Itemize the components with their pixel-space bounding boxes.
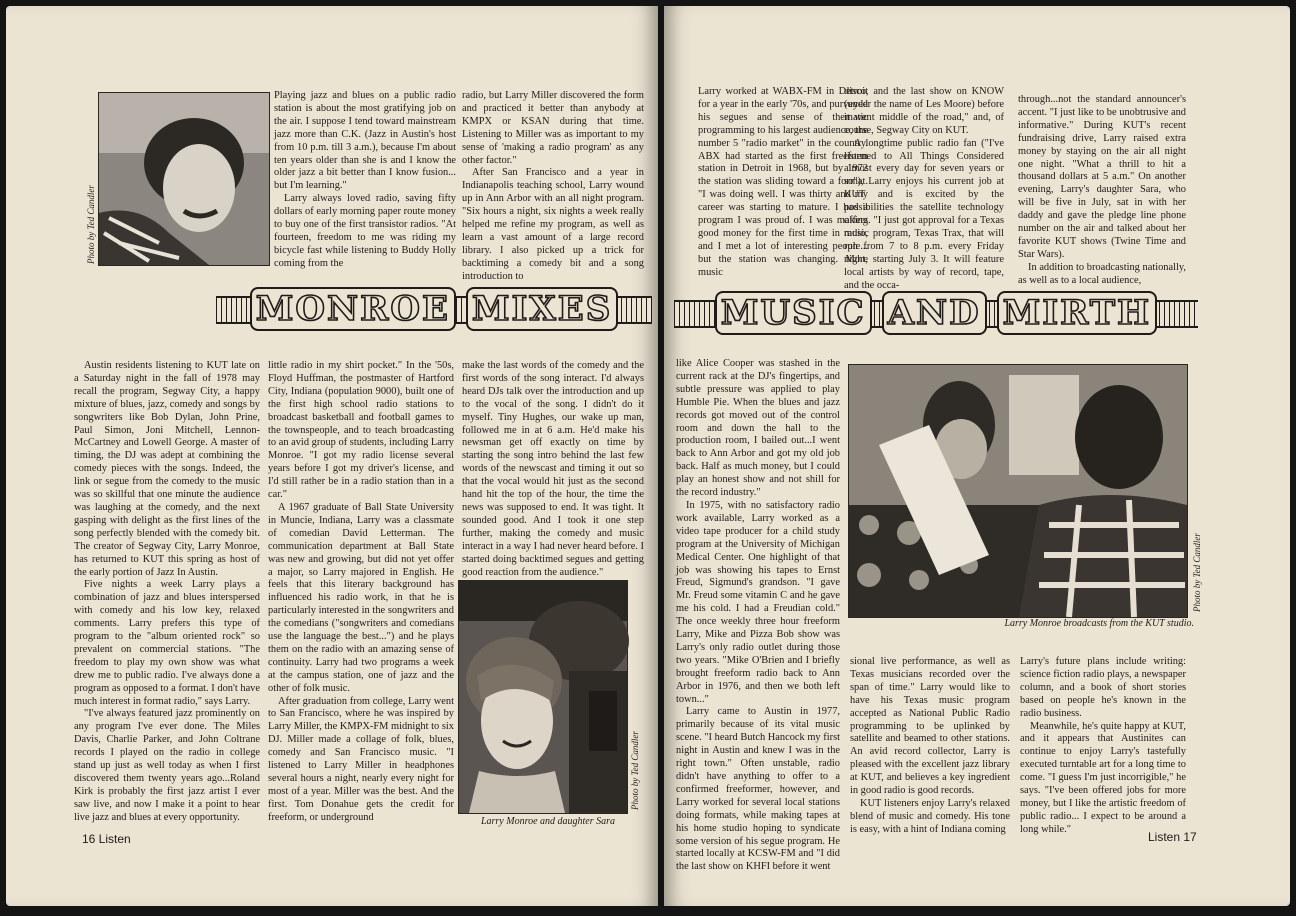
photo-larry-and-sara [458,580,628,814]
photo-larry-portrait [98,92,270,266]
photo2-caption: Larry Monroe and daughter Sara [480,816,616,827]
text-paragraph: KUT listeners enjoy Larry's relaxed blend of music and comedy. His tone is easy, with a hint of Indiana coming [850,797,1010,835]
left-top-column-2 [462,90,644,282]
text-paragraph: Larry came to Austin in 1977, primarily because of its vital music scene. "I heard Butch Hancock my first night in Austin and knew I was in the right town." Often unstable, radio didn't have anything to offer to a confirmed freeformer, however, and Larry worked for several local stations doing formats, while making tapes at his home studio hoping to syndicate some version of his segue program. He started locally at KCSW-FM and "I did the last show on KHFI before it went [676,706,840,873]
right-page [664,6,1290,906]
right-bottom-column-2 [850,656,1010,835]
photo2-credit: Photo by Ted Candler [630,731,640,810]
headline-right-text [674,291,1198,335]
text-paragraph: In addition to broadcasting nationally, as well as to a local audience, [1018,261,1186,286]
text-paragraph: Austin residents listening to KUT late on a Saturday night in the fall of 1978 may recall the program, Segway City, a happy mixture of blues, jazz, comedy and songs by songwriters like Bob Dylan, John Prine, Paul Simon, Joni Mitchell, Lennon-McCartney and Lowell George. A master of timing, the DJ was adept at combining the comedy pieces with the songs. Indeed, the link or segue from the comedy to the music was so skillful that one minute the audience was laughing at the comedy, and the next gasping with delight as the first lines of the song perfectly blended with the comedy bit. The creator of Segway City, Larry Monroe, has returned to KUT this spring as host of the early portion of Jazz In Austin. [74,360,260,578]
text-paragraph: A longtime public radio fan ("I've listened to All Things Considered almost every day for seven years or so"), Larry enjoys his current job at KUT and is excited by the possibilities the satellite technology offers. "I just got approval for a Texas music program, Texas Trax, that will run from 7 to 8 p.m. every Friday night, starting July 3. It will feature local artists by way of record, tape, and the occa- [844,137,1004,291]
page-number-right: Listen 17 [1148,830,1197,844]
text-paragraph: little radio in my shirt pocket." In the '50s, Floyd Huffman, the postmaster of Hartford City, Indiana (population 9000), built one of the first high school radio stations to broadcast basketball and football games to the townspeople, and to teach broadcasting to an avid group of students, including Larry Monroe. "I got my radio license several years before I got my driver's license, and I'd still rather be in a radio station than in a car." [268,360,454,501]
headline-left [216,284,652,332]
text-paragraph: A 1967 graduate of Ball State University in Muncie, Indiana, Larry was a classmate of comedian David Letterman. The communication department at Ball State was new and growing, but did not yet offer a major, so Larry majored in English. He feels that this literary background has influenced his radio work, in that he is particularly interested in the songwriters and the comedians ("songwriters and comedians use the language the best...") and he plays them on the radio with an amazing sense of continuity. Larry had two programs a week at the campus station, one of jazz and the other of folk music. [268,501,454,694]
text-paragraph: make the last words of the comedy and the first words of the song interact. I'd always heard DJs talk over the introduction and up to the vocal of the song. I didn't do it myself. Tiny Hughes, our wake up man, followed me in at 6 a.m. He'd make his newsman get off exactly on time by starting the song intro behind the last few words of the newscast and timing it out so that the vocal would hit just as the second hand hit the top of the hour, the time the news was supposed to end. It was tight. It sounded good. And I took it one step further, making the comedy and music interact in a way I had never heard before. I started doing backtimed segues and getting good reaction from the audience." [462,360,644,578]
headline-word: MIRTH [997,291,1158,335]
text-paragraph: like Alice Cooper was stashed in the current rack at the DJ's fingertips, and subtle pressure was applied to play Humble Pie. When the blues and jazz records got moved out of the control room and down the hall to the production room, I bailed out...I went back to Ann Arbor and got my old job back. Half as much money, but I could play an honest show and not shill for the record industry." [676,358,840,499]
headline-word: MIXES [466,287,618,331]
photo3-caption: Larry Monroe broadcasts from the KUT studio. [1004,618,1194,629]
page-number-left: 16 Listen [82,832,131,846]
headline-word: MUSIC [715,291,872,335]
text-paragraph: Larry's future plans include writing: science fiction radio plays, a newspaper column, and a book of short stories based on people he's known in the radio business. [1020,656,1186,719]
left-body-column-1 [74,360,260,830]
text-paragraph: through...not the standard announcer's accent. "I just like to be unobtrusive and informative." During KUT's recent fundraising drive, Larry raised extra money by staying on the air all night one night. "What a thrill to hit a thousand dollars at 5 a.m." On another evening, Larry's daughter Sara, who will be five in July, sat in with her daddy and gave the pledge line phone number on the air and talked about her favorite KUT shows (Twine Time and Star Wars). [1018,94,1186,260]
photo-kut-studio [848,364,1188,618]
text-paragraph: After San Francisco and a year in Indianapolis teaching school, Larry wound up in Ann Arbor with an all night program. "Six hours a night, six nights a week really helped me refine my program, as well as learn a vast amount of a large record library. I also picked up a trick for backtiming a comedy bit and a song introduction to [462,167,644,282]
text-paragraph: Playing jazz and blues on a public radio station is about the most gratifying job on the air. I suppose I tend toward mainstream jazz more than C.K. (Jazz in Austin's host from 10 p.m. till 3 a.m.), because I'm about ten years older than she is and I know the older jazz a bit better than I know fusion... but I'm learning." [274,90,456,192]
text-paragraph: In 1975, with no satisfactory radio work available, Larry worked as a video tape producer for a child study program at the University of Michigan Medical Center. One highlight of that job was showing his tapes to Ernst Freud, Sigmund's grandson. "I gave Mr. Freud some vitamin C and he gave me his cold. I had a Freudian cold." The once weekly three hour freeform Larry, Mike and Pizza Bob show was Larry's only radio outlet during those two years. "Mike O'Brien and I briefly brought freeform radio back to Ann Arbor in 1976, and then we both left town..." [676,499,840,705]
right-body-column-1 [676,358,840,873]
left-body-column-2 [268,360,454,830]
text-paragraph: Meanwhile, he's quite happy at KUT, and it appears that Austinites can continue to enjoy Larry's tastefully executed turntable art for a long time to come. "I guess I'm just incorrigible," he says. "I've been offered jobs for more money, but I like the artistic freedom of public radio... I expect to be around a long while." [1020,720,1186,835]
right-top-column-1 [698,86,868,278]
photo3-credit: Photo by Ted Candler [1192,533,1202,612]
text-paragraph: sional live performance, as well as Texas musicians recorded over the span of time." Larry would like to have his Texas music program accepted as National Public Radio programming to be uplinked by satellite and beamed to other stations. An avid record collector, Larry is pleased with the excellent jazz library at KUT, and believes a key ingredient in good radio is good records. [850,656,1010,797]
headline-word: AND [882,291,987,335]
photo1-credit: Photo by Ted Candler [86,185,96,264]
headline-left-text [216,287,652,331]
text-paragraph: After graduation from college, Larry went to San Francisco, where he was inspired by Larry Miller, the KMPX-FM midnight to six DJ. Miller made a collage of folk, blues, comedy and San Francisco music. "I listened to Larry Miller in headphones several hours a night, nearly every night for most of a year. Miller was the best. And the first. Tom Donahue gets the credit for freeform, or underground [268,695,454,823]
text-paragraph: radio, but Larry Miller discovered the form and practiced it better than anybody at KMPX or KSAN during that time. Listening to Miller was as important to my sense of 'making a radio program' as any other factor." [462,90,644,166]
text-paragraph: Larry always loved radio, saving fifty dollars of early morning paper route money to buy one of the first transistor radios. "At fourteen, freedom to me was riding my bicycle fast while listening to Buddy Holly coming from the [274,193,456,269]
text-paragraph: Five nights a week Larry plays a combination of jazz and blues interspersed with comedy and his low key, relaxed comments. Larry prefers this type of program to the "album oriented rock" so prevalent on commercial stations. "The freedom to play my own show was what drew me to public radio. I've always done a program as opposed to a format. I don't have much interest in format radio," says Larry. [74,579,260,707]
right-bottom-column-3 [1020,656,1186,835]
right-top-column-3 [1018,94,1186,286]
right-top-column-2 [844,86,1004,291]
text-paragraph: Larry worked at WABX-FM in Detroit for a year in the early '70s, and purveyed his segues and sense of thematic programming to his largest audience, the number 5 "radio market" in the country. ABX had started as the first freeform station in Detroit in 1968, but by 1972 the station was sliding toward a format. "I was doing well. I was thirty and my career was starting to mature. I had a program I was proud of. I was making good money for the first time in radio, and I met a lot of interesting people... but the station was changing. More music [698,86,868,278]
text-paragraph: disco, and the last show on KNOW (under the name of Les Moore) before it went middle of the road," and, of course, Segway City on KUT. [844,86,1004,136]
text-paragraph: "I've always featured jazz prominently on any program I've ever done. The Miles Davis, Charlie Parker, and John Coltrane records I played on the radio in college stand up just as well today as when I first discovered them twenty years ago...Roland Kirk is probably the first jazz artist I ever saw live, and now I make it a point to hear live jazz and blues at every opportunity. [74,708,260,823]
left-top-column-1 [274,90,456,269]
left-body-column-3 [462,360,644,578]
headline-right [674,288,1198,336]
left-page [6,6,658,906]
headline-word: MONROE [250,287,456,331]
